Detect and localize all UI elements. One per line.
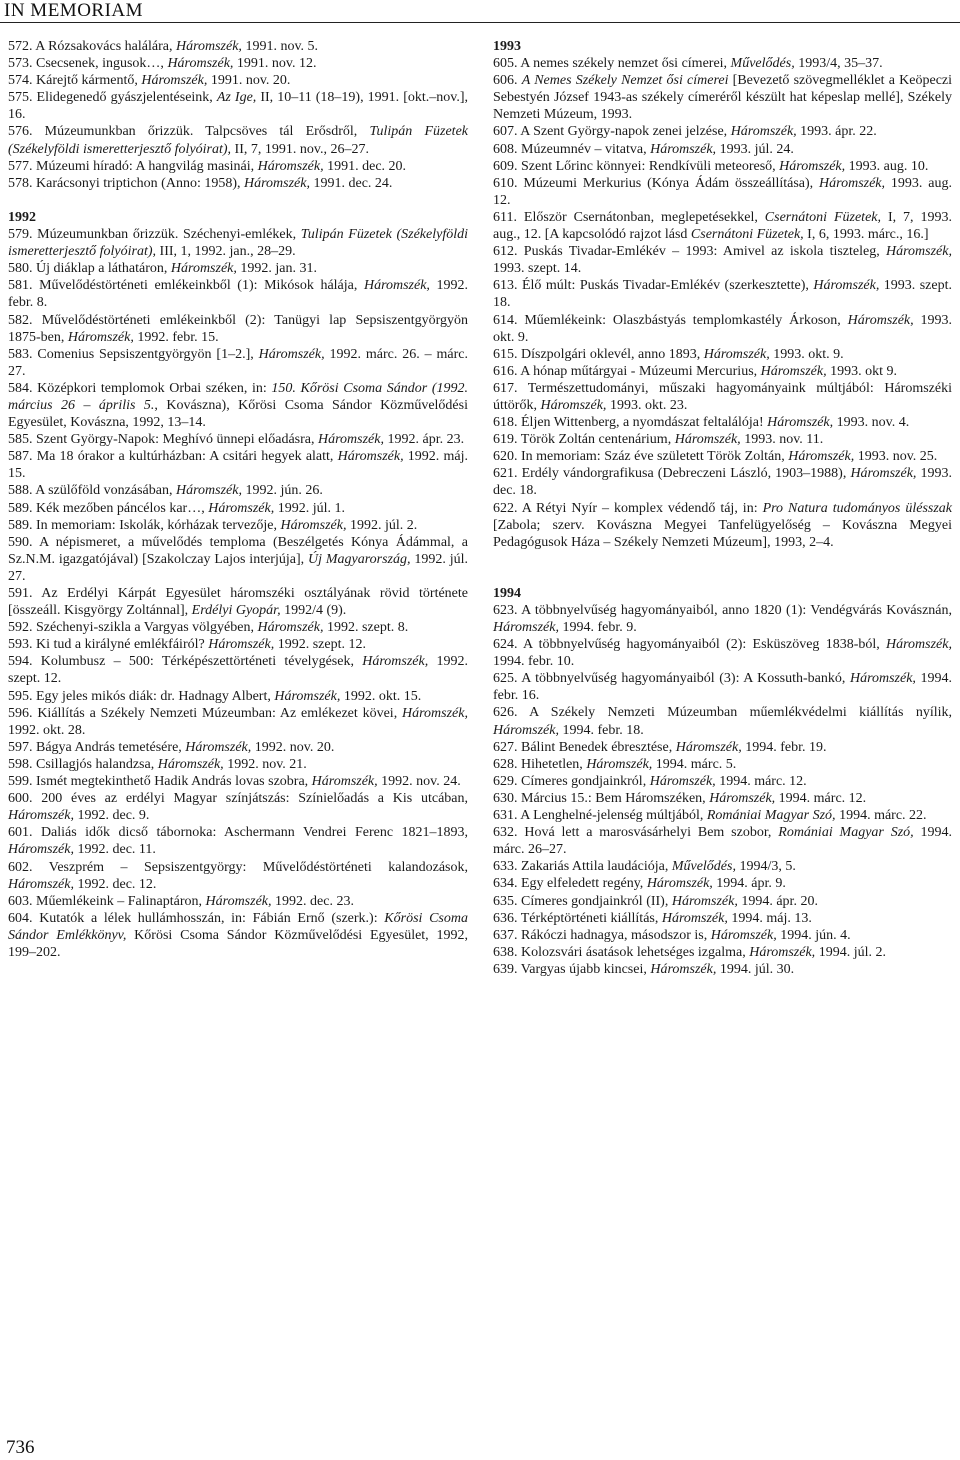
bibliography-entry: 636. Térképtörténeti kiállítás, Háromszék, 1994. máj. 13.	[493, 910, 812, 926]
bibliography-entry: 605. A nemes székely nemzet ősi címerei, Művelődés, 1993/4, 35–37.	[493, 56, 883, 72]
bibliography-entry: 577. Múzeumi híradó: A hangvilág masinái, Háromszék, 1991. dec. 20.	[8, 158, 407, 174]
bibliography-entry: 608. Múzeumnév – vitatva, Háromszék, 1993. júl. 24.	[493, 141, 794, 157]
bibliography-entry: 592. Széchenyi-szikla a Vargyas völgyében, Háromszék, 1992. szept. 8.	[8, 620, 409, 636]
bibliography-entry: 572. A Rózsakovács halálára, Háromszék, 1991. nov. 5.	[8, 39, 319, 54]
bibliography-entry: 613. Élő múlt: Puskás Tivadar-Emlékév (szerkesztette), Háromszék, 1993. szept. 18.	[493, 278, 952, 311]
bibliography-entry: 580. Új diáklap a láthatáron, Háromszék, 1992. jan. 31.	[8, 261, 317, 277]
bibliography-entry: 630. Március 15.: Bem Háromszéken, Háromszék, 1994. márc. 12.	[493, 790, 867, 806]
bibliography-entry: 632. Hová lett a marosvásárhelyi Bem szobor, Romániai Magyar Szó, 1994. márc. 26–27.	[493, 825, 953, 858]
spacer	[493, 551, 952, 585]
bibliography-entry: 607. A Szent György-napok zenei jelzése, Háromszék, 1993. ápr. 22.	[493, 124, 877, 140]
bibliography-entry: 582. Művelődéstörténeti emlékeinkből (2): Tanügyi lap Sepsiszentgyörgyön 1875-ben, Háromszék, 1992. febr. 15.	[8, 312, 468, 345]
bibliography-entry: 575. Elidegenedő gyászjelentéseink, Az Ige, II, 10–11 (18–19), 1991. [okt.–nov.], 16.	[8, 90, 468, 123]
bibliography-entry: 589. Kék mezőben páncélos kar…, Háromszék, 1992. júl. 1.	[8, 500, 345, 516]
bibliography-entry: 619. Török Zoltán centenárium, Háromszék, 1993. nov. 11.	[493, 432, 824, 448]
year-heading: 1993	[493, 39, 521, 54]
bibliography-entry: 617. Természettudományi, műszaki hagyományaink múltjából: Háromszéki úttörők, Háromszék, 1993. okt. 23.	[493, 380, 952, 413]
bibliography-entry: 621. Erdély vándorgrafikusa (Debreczeni László, 1903–1988), Háromszék, 1993. dec. 18.	[493, 466, 953, 499]
bibliography-entry: 614. Műemlékeink: Olaszbástyás templomkastély Árkoson, Háromszék, 1993. okt. 9.	[493, 312, 953, 345]
bibliography-entry: 590. A népismeret, a művelődés temploma (Beszélgetés Kónya Ádámmal, a Sz.N.M. igazgatójával) [Szakolczay Lajos interjúja], Új Magyarország, 1992. júl. 27.	[8, 534, 469, 584]
bibliography-entry: 593. Ki tud a királyné emlékfáiról? Háromszék, 1992. szept. 12.	[8, 637, 366, 653]
bibliography-entry: 615. Díszpolgári oklevél, anno 1893, Háromszék, 1993. okt. 9.	[493, 346, 844, 362]
bibliography-entry: 602. Veszprém – Sepsiszentgyörgy: Művelődéstörténeti kalandozások, Háromszék, 1992. dec. 12.	[8, 859, 468, 892]
bibliography-entry: 626. A Székely Nemzeti Múzeumban műemlékvédelmi kiállítás nyílik, Háromszék, 1994. febr. 18.	[493, 705, 952, 738]
bibliography-entry: 604. Kutatók a lélek hullámhosszán, in: Fábián Ernő (szerk.): Kőrösi Csoma Sándor Emlékkönyv, Kőrösi Csoma Sándor Közművelődési Egyesület, 1992, 199–202.	[8, 910, 468, 960]
bibliography-entry: 597. Bágya András temetésére, Háromszék, 1992. nov. 20.	[8, 739, 335, 755]
year-heading: 1994	[493, 585, 521, 601]
bibliography-entry: 585. Szent György-Napok: Meghívó ünnepi előadásra, Háromszék, 1992. ápr. 23.	[8, 432, 465, 448]
bibliography-entry: 600. 200 éves az erdélyi Magyar színjátszás: Színielőadás a Kis utcában, Háromszék, 1992. dec. 9.	[8, 791, 468, 824]
bibliography-entry: 633. Zakariás Attila laudációja, Művelődés, 1994/3, 5.	[493, 859, 796, 875]
right-column	[493, 38, 952, 978]
bibliography-entry: 576. Múzeumunkban őrizzük. Talpcsöves tál Erősdről, Tulipán Füzetek (Székelyföldi ismeretterjesztő folyóirat), II, 7, 1991. nov., 26–27.	[8, 124, 469, 157]
bibliography-entry: 599. Ismét megtekinthető Hadik András lovas szobra, Háromszék, 1992. nov. 24.	[8, 774, 461, 790]
year-heading: 1992	[8, 209, 36, 225]
bibliography-entry: 598. Csillagjós halandzsa, Háromszék, 1992. nov. 21.	[8, 756, 307, 772]
left-column	[8, 38, 468, 961]
bibliography-entry: 622. A Rétyi Nyír – komplex védendő táj, in: Pro Natura tudományos ülésszak [Zabola; szerv. Kovászna Megyei Tanfelügyelőség – Kovászna Megyei Pedagógusok Háza – Székely Nemzeti Múzeum], 1993, 2–4.	[493, 500, 952, 550]
bibliography-entry: 591. Az Erdélyi Kárpát Egyesület háromszéki osztályának rövid története [összeáll. Kisgyörgy Zoltánnal], Erdélyi Gyopár, 1992/4 (9).	[8, 586, 468, 619]
bibliography-entry: 618. Éljen Wittenberg, a nyomdászat feltalálója! Háromszék, 1993. nov. 4.	[493, 415, 910, 431]
spacer	[8, 192, 468, 209]
bibliography-entry: 629. Címeres gondjainkról, Háromszék, 1994. márc. 12.	[493, 773, 807, 789]
bibliography-entry: 627. Bálint Benedek ébresztése, Háromszék, 1994. febr. 19.	[493, 739, 827, 755]
bibliography-entry: 606. A Nemes Székely Nemzet ősi címerei [Bevezető szövegmelléklet a Keöpeczi Sebestyén József 1943-as székely címeréről készült hat képeslap mellé], Székely Nemzeti Múzeum, 1993.	[493, 73, 953, 123]
bibliography-entry: 611. Először Csernátonban, meglepetésekkel, Csernátoni Füzetek, I, 7, 1993. aug., 12. [A kapcsolódó rajzot lásd Csernátoni Füzetek, I, 6, 1993. márc., 16.]	[493, 209, 952, 243]
bibliography-entry: 625. A többnyelvűség hagyományaiból (3): A Kossuth-bankó, Háromszék, 1994. febr. 16.	[493, 671, 952, 704]
bibliography-entry: 628. Hihetetlen, Háromszék, 1994. márc. 5.	[493, 756, 737, 772]
bibliography-entry: 616. A hónap műtárgyai - Múzeumi Mercurius, Háromszék, 1993. okt 9.	[493, 363, 898, 379]
bibliography-entry: 584. Középkori templomok Orbai széken, in: 150. Kőrösi Csoma Sándor (1992. március 26 – április 5., Kovászna), Kőrösi Csoma Sándor Közművelődési Egyesület, Kovászna, 1992, 13–14.	[8, 380, 468, 431]
bibliography-entry: 631. A Lenghelné-jelenség múltjából, Romániai Magyar Szó, 1994. márc. 22.	[493, 808, 927, 824]
bibliography-entry: 581. Művelődéstörténeti emlékeinkből (1): Mikósok hálája, Háromszék, 1992. febr. 8.	[8, 278, 469, 311]
bibliography-entry: 588. A szülőföld vonzásában, Háromszék, 1992. jún. 26.	[8, 483, 323, 499]
bibliography-entry: 639. Vargyas újabb kincsei, Háromszék, 1994. júl. 30.	[493, 961, 795, 977]
bibliography-entry: 609. Szent Lőrinc könnyei: Rendkívüli meteoreső, Háromszék, 1993. aug. 10.	[493, 158, 929, 174]
bibliography-entry: 578. Karácsonyi triptichon (Anno: 1958), Háromszék, 1991. dec. 24.	[8, 175, 393, 191]
bibliography-entry: 579. Múzeumunkban őrizzük. Széchenyi-emlékek, Tulipán Füzetek (Székelyföldi ismeretterjesztő folyóirat), III, 1, 1992. jan., 28–29.	[8, 227, 468, 260]
bibliography-entry: 638. Kolozsvári ásatások lehetséges izgalma, Háromszék, 1994. júl. 2.	[493, 944, 886, 960]
bibliography-entry: 623. A többnyelvűség hagyományaiból, anno 1820 (1): Vendégvárás Kovásznán, Háromszék, 1994. febr. 9.	[493, 602, 952, 635]
page-number: 736	[6, 1437, 35, 1458]
bibliography-entry: 595. Egy jeles mikós diák: dr. Hadnagy Albert, Háromszék, 1992. okt. 15.	[8, 688, 422, 704]
bibliography-entry: 620. In memoriam: Száz éve született Török Zoltán, Háromszék, 1993. nov. 25.	[493, 449, 938, 465]
bibliography-entry: 603. Műemlékeink – Falinaptáron, Háromszék, 1992. dec. 23.	[8, 893, 354, 909]
bibliography-entry: 635. Címeres gondjainkról (II), Háromszék, 1994. ápr. 20.	[493, 893, 818, 909]
bibliography-entry: 601. Daliás idők dicső tábornoka: Aschermann Vendrei Ferenc 1821–1893, Háromszék, 1992. dec. 11.	[8, 825, 468, 858]
bibliography-entry: 612. Puskás Tivadar-Emlékév – 1993: Amivel az iskola tiszteleg, Háromszék, 1993. szept. 14.	[493, 244, 952, 277]
bibliography-entry: 583. Comenius Sepsiszentgyörgyön [1–2.], Háromszék, 1992. márc. 26. – márc. 27.	[8, 346, 468, 379]
bibliography-entry: 573. Csecsenek, ingusok…, Háromszék, 1991. nov. 12.	[8, 56, 317, 72]
bibliography-entry: 594. Kolumbusz – 500: Térképészettörténeti tévelygések, Háromszék, 1992. szept. 12.	[8, 654, 468, 687]
bibliography-entry: 596. Kiállítás a Székely Nemzeti Múzeumban: Az emlékezet kövei, Háromszék, 1992. okt. 28.	[8, 705, 468, 738]
bibliography-entry: 574. Kárejtő kármentő, Háromszék, 1991. nov. 20.	[8, 73, 291, 89]
bibliography-entry: 634. Egy elfeledett regény, Háromszék, 1994. ápr. 9.	[493, 876, 786, 892]
bibliography-entry: 637. Rákóczi hadnagya, másodszor is, Háromszék, 1994. jún. 4.	[493, 927, 851, 943]
running-header	[0, 0, 960, 23]
bibliography-entry: 610. Múzeumi Merkurius (Kónya Ádám összeállítása), Háromszék, 1993. aug. 12.	[493, 175, 952, 208]
running-header-title: IN MEMORIAM	[4, 0, 144, 21]
bibliography-entry: 624. A többnyelvűség hagyományaiból (2): Esküszöveg 1838-ból, Háromszék, 1994. febr. 10.	[493, 637, 952, 670]
bibliography-entry: 587. Ma 18 órakor a kultúrházban: A csitári hegyek alatt, Háromszék, 1992. máj. 15.	[8, 449, 468, 482]
bibliography-entry: 589. In memoriam: Iskolák, kórházak tervezője, Háromszék, 1992. júl. 2.	[8, 517, 418, 533]
